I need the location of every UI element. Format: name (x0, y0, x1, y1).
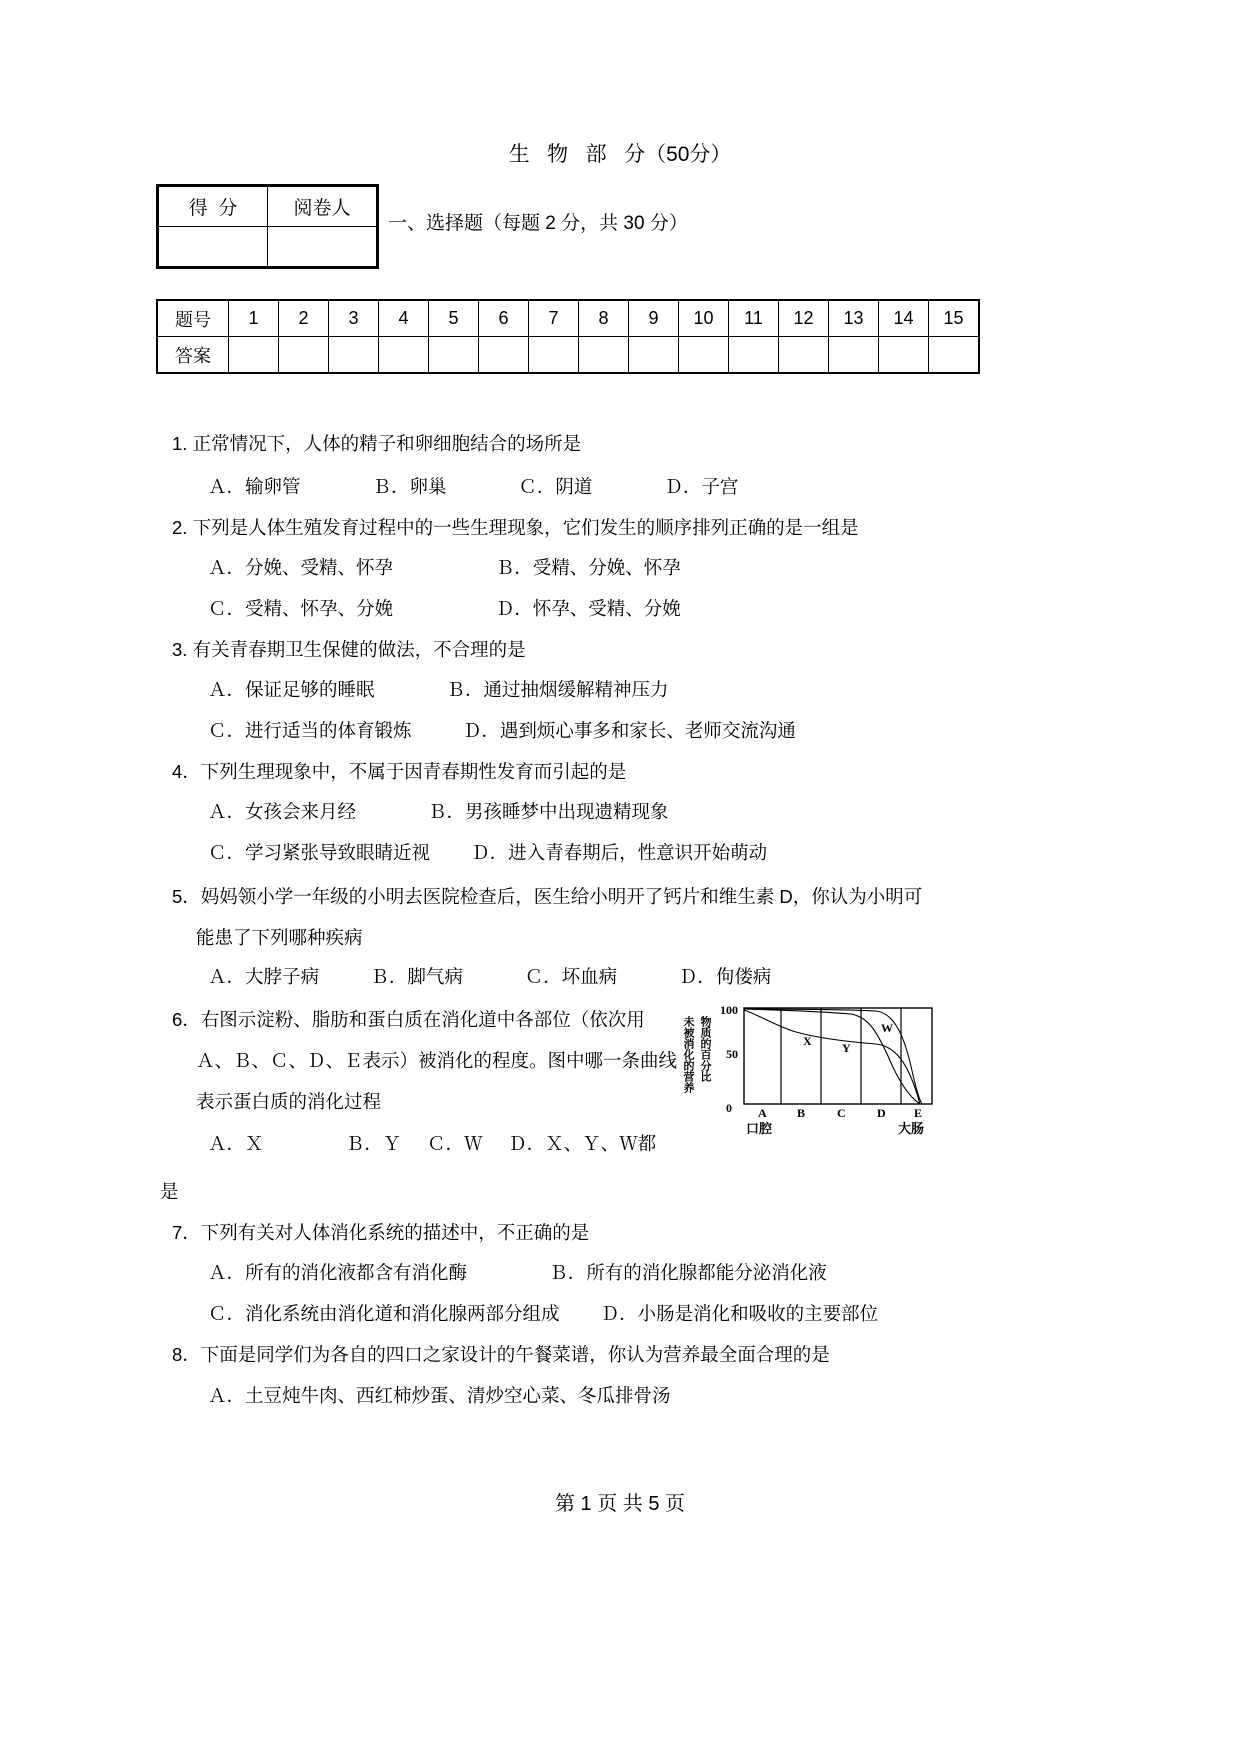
score-header-grader: 阅卷人 (268, 187, 377, 227)
score-header-points: 得 分 (159, 187, 268, 227)
answer-cell-3[interactable] (329, 337, 379, 373)
question-6-stem-line-2: Ａ、Ｂ、Ｃ、Ｄ、Ｅ表示）被消化的程度。图中哪一条曲线 (196, 1050, 678, 1071)
question-2-options-line-2[interactable]: Ｃ．受精、怀孕、分娩 Ｄ．怀孕、受精、分娩 (208, 598, 681, 619)
answer-grid-label-answer: 答案 (158, 337, 229, 373)
question-3-options-line-2[interactable]: Ｃ．进行适当的体育锻炼 Ｄ．遇到烦心事多和家长、老师交流沟通 (208, 720, 796, 741)
curve-label-y: Y (842, 1041, 851, 1055)
curve-y (744, 1009, 920, 1104)
x-tick-e: E (914, 1106, 923, 1120)
table-row-answers (158, 337, 979, 373)
question-6-stem-line-3: 表示蛋白质的消化过程 (196, 1091, 382, 1112)
answer-grid-num-10: 10 (679, 301, 729, 337)
question-5-stem: 5．妈妈领小学一年级的小明去医院检查后，医生给小明开了钙片和维生素 D，你认为小明可 (172, 886, 923, 907)
score-value-points[interactable] (159, 227, 268, 267)
question-5-stem-cont: 能患了下列哪种疾病 (196, 927, 363, 948)
answer-cell-5[interactable] (429, 337, 479, 373)
digestion-curve-figure (676, 1000, 946, 1135)
x-region-label-mouth: 口腔 (746, 1121, 773, 1135)
question-2-options-line-1[interactable]: Ａ．分娩、受精、怀孕 Ｂ．受精、分娩、怀孕 (208, 557, 681, 578)
x-region-label-large-intestine: 大肠 (898, 1121, 925, 1135)
curve-x (744, 1010, 920, 1104)
answer-grid-num-5: 5 (429, 301, 479, 337)
answer-cell-2[interactable] (279, 337, 329, 373)
answer-cell-8[interactable] (579, 337, 629, 373)
curve-label-w: W (881, 1021, 893, 1035)
answer-cell-10[interactable] (679, 337, 729, 373)
question-4-options-line-1[interactable]: Ａ．女孩会来月经 Ｂ．男孩睡梦中出现遗精现象 (208, 801, 669, 822)
y-tick-50: 50 (726, 1047, 738, 1061)
answer-grid-num-11: 11 (729, 301, 779, 337)
curve-label-x: X (803, 1034, 812, 1048)
question-4-options-line-2[interactable]: Ｃ．学习紧张导致眼睛近视 Ｄ．进入青春期后，性意识开始萌动 (208, 842, 768, 863)
y-axis-label-col1: 未被消化的营养 (682, 1016, 694, 1093)
answer-grid (157, 300, 979, 373)
x-tick-a: A (758, 1106, 767, 1120)
x-tick-b: B (797, 1106, 806, 1120)
answer-cell-9[interactable] (629, 337, 679, 373)
answer-grid-num-3: 3 (329, 301, 379, 337)
question-6-overflow: 是 (160, 1181, 179, 1202)
section-heading: 一、选择题（每题 2 分，共 30 分） (388, 213, 688, 234)
question-7-stem: 7．下列有关对人体消化系统的描述中，不正确的是 (172, 1222, 590, 1243)
question-8-options[interactable]: Ａ．土豆炖牛肉、西红柿炒蛋、清炒空心菜、冬瓜排骨汤 (208, 1385, 671, 1406)
answer-grid-num-1: 1 (229, 301, 279, 337)
answer-grid-label-number: 题号 (158, 301, 229, 337)
question-1-options[interactable]: Ａ．输卵管 Ｂ．卵巢 Ｃ．阴道 Ｄ．子宫 (208, 476, 739, 497)
question-1-stem: 1. 正常情况下，人体的精子和卵细胞结合的场所是 (172, 433, 582, 454)
y-tick-0: 0 (726, 1101, 732, 1115)
y-tick-100: 100 (720, 1003, 738, 1017)
answer-cell-6[interactable] (479, 337, 529, 373)
question-6-options[interactable]: Ａ．Ｘ Ｂ．Ｙ Ｃ．Ｗ Ｄ．Ｘ、Ｙ、Ｗ都 (208, 1133, 657, 1154)
answer-grid-num-13: 13 (829, 301, 879, 337)
curve-w (744, 1009, 922, 1104)
answer-cell-14[interactable] (879, 337, 929, 373)
answer-grid-num-15: 15 (929, 301, 979, 337)
x-tick-d: D (877, 1106, 886, 1120)
question-8-stem: 8．下面是同学们为各自的四口之家设计的午餐菜谱，你认为营养最全面合理的是 (172, 1344, 830, 1365)
answer-grid-num-12: 12 (779, 301, 829, 337)
answer-cell-1[interactable] (229, 337, 279, 373)
question-6-stem: 6．右图示淀粉、脂肪和蛋白质在消化道中各部位（依次用 (172, 1009, 645, 1030)
page-footer: 第 1 页 共 5 页 (554, 1493, 686, 1515)
question-7-options-line-2[interactable]: Ｃ．消化系统由消化道和消化腺两部分组成 Ｄ．小肠是消化和吸收的主要部位 (208, 1303, 879, 1324)
score-box (156, 184, 379, 269)
question-3-stem: 3. 有关青春期卫生保健的做法，不合理的是 (172, 639, 526, 660)
answer-grid-num-9: 9 (629, 301, 679, 337)
question-7-options-line-1[interactable]: Ａ．所有的消化液都含有消化酶 Ｂ．所有的消化腺都能分泌消化液 (208, 1262, 827, 1283)
answer-grid-num-14: 14 (879, 301, 929, 337)
answer-cell-12[interactable] (779, 337, 829, 373)
answer-grid-num-8: 8 (579, 301, 629, 337)
y-axis-label-col2: 物质的百分比 (699, 1016, 711, 1082)
page-title: 生 物 部 分（50分） (508, 143, 732, 166)
digestion-chart-svg (676, 1000, 946, 1135)
question-3-options-line-1[interactable]: Ａ．保证足够的睡眠 Ｂ．通过抽烟缓解精神压力 (208, 679, 669, 700)
answer-grid-num-4: 4 (379, 301, 429, 337)
question-5-options[interactable]: Ａ．大脖子病 Ｂ．脚气病 Ｃ．坏血病 Ｄ．佝偻病 (208, 966, 772, 987)
answer-cell-11[interactable] (729, 337, 779, 373)
answer-grid-num-6: 6 (479, 301, 529, 337)
answer-grid-num-7: 7 (529, 301, 579, 337)
answer-cell-13[interactable] (829, 337, 879, 373)
x-tick-c: C (837, 1106, 846, 1120)
question-4-stem: 4．下列生理现象中，不属于因青春期性发育而引起的是 (172, 761, 627, 782)
answer-cell-4[interactable] (379, 337, 429, 373)
answer-grid-num-2: 2 (279, 301, 329, 337)
answer-cell-15[interactable] (929, 337, 979, 373)
answer-cell-7[interactable] (529, 337, 579, 373)
table-row-question-numbers (158, 301, 979, 337)
score-value-grader[interactable] (268, 227, 377, 267)
question-2-stem: 2. 下列是人体生殖发育过程中的一些生理现象，它们发生的顺序排列正确的是一组是 (172, 517, 859, 538)
